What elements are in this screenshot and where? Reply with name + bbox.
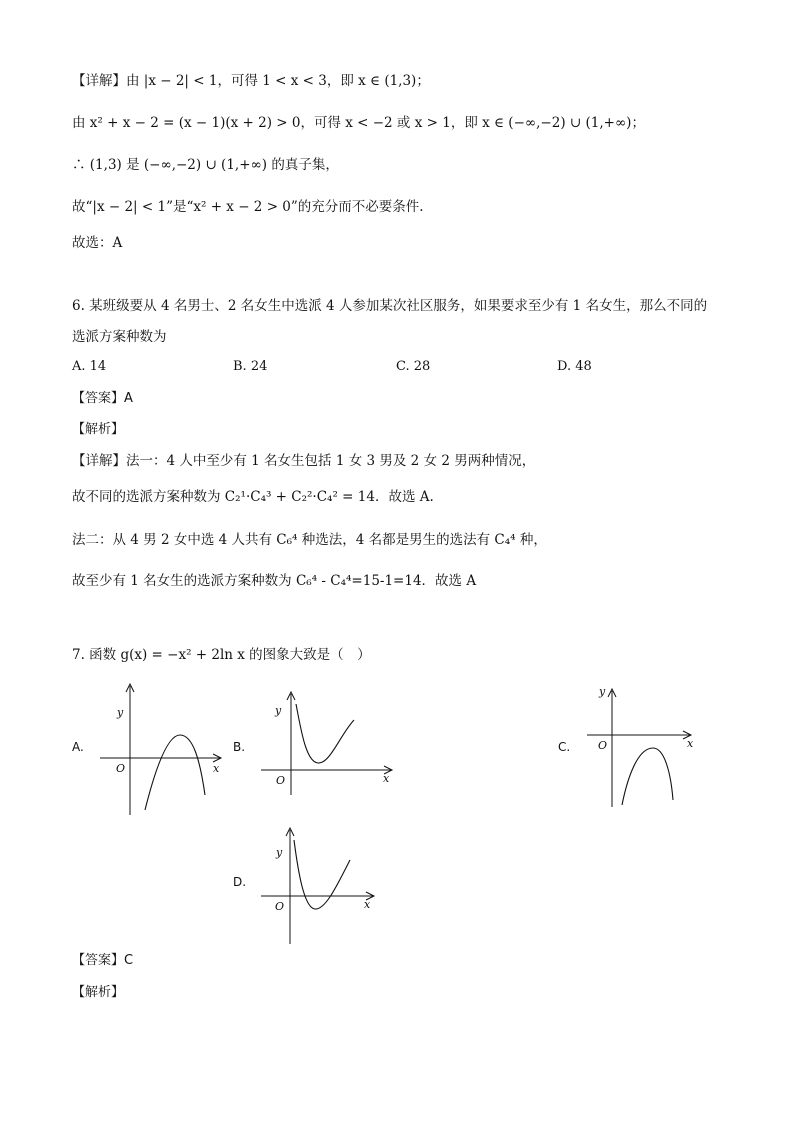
q7-label-a: A.	[72, 740, 84, 754]
q7-label-b: B.	[233, 740, 246, 754]
q6-stem-line2: 选派方案种数为	[72, 329, 167, 345]
q7-graph-a-y-label: y	[117, 706, 124, 719]
q7-graph-c-origin: O	[598, 739, 608, 752]
q6-detail-line4: 故至少有 1 名女生的选派方案种数为 C₆⁴ - C₄⁴=15-1=14．故选 A	[72, 573, 477, 589]
prev-answer-line: 故选：A	[72, 235, 123, 251]
q7-graph-d	[258, 826, 383, 946]
q7-graph-c-y-label: y	[599, 685, 606, 698]
q7-graph-c-x-label: x	[687, 737, 694, 750]
q7-answer: 【答案】C	[72, 953, 134, 968]
q7-stem: 7. 函数 g(x) = −x² + 2ln x 的图象大致是（ ）	[72, 647, 371, 663]
prev-detail-line2: 由 x² + x − 2 = (x − 1)(x + 2) > 0，可得 x < −2 或 x > 1，即 x ∈ (−∞,−2) ∪ (1,+∞)；	[72, 115, 645, 131]
q7-graph-d-y-label: y	[276, 846, 283, 859]
q6-option-a: A. 14	[72, 359, 107, 374]
q6-detail-line2: 故不同的选派方案种数为 C₂¹·C₄³ + C₂²·C₄² = 14．故选 A.	[72, 489, 434, 505]
q6-analysis-label: 【解析】	[72, 422, 125, 437]
q7-graph-b-y-label: y	[275, 704, 282, 717]
q6-detail-line3: 法二：从 4 男 2 女中选 4 人共有 C₆⁴ 种选法，4 名都是男生的选法有 C₄⁴ 种，	[72, 532, 547, 548]
q7-graph-a-x-label: x	[213, 762, 220, 775]
q6-option-d: D. 48	[557, 359, 592, 374]
q7-graph-d-origin: O	[275, 900, 285, 913]
q7-graph-a	[95, 680, 230, 820]
q7-graph-b-x-label: x	[383, 772, 390, 785]
q7-graph-b	[258, 690, 398, 800]
q6-detail-line1: 【详解】法一：4 人中至少有 1 名女生包括 1 女 3 男及 2 女 2 男两种情况，	[72, 453, 536, 469]
q6-answer: 【答案】A	[72, 391, 133, 406]
q7-graph-c	[585, 685, 700, 810]
q7-graph-b-origin: O	[276, 774, 286, 787]
q7-graph-a-origin: O	[116, 762, 126, 775]
q7-label-d: D.	[233, 875, 247, 889]
q7-label-c: C.	[558, 740, 571, 754]
prev-detail-line1: 【详解】由 |x − 2| < 1，可得 1 < x < 3，即 x ∈ (1,3)；	[72, 73, 430, 89]
q6-stem-line1: 6. 某班级要从 4 名男士、2 名女生中选派 4 人参加某次社区服务，如果要求至少有 1 名女生，那么不同的	[72, 298, 708, 314]
q7-graph-d-x-label: x	[364, 898, 371, 911]
prev-detail-line4: 故“|x − 2| < 1”是“x² + x − 2 > 0”的充分而不必要条件.	[72, 199, 424, 215]
q6-option-b: B. 24	[233, 359, 268, 374]
q6-option-c: C. 28	[396, 359, 431, 374]
q7-analysis-label: 【解析】	[72, 985, 125, 1000]
prev-detail-line3: ∴ (1,3) 是 (−∞,−2) ∪ (1,+∞) 的真子集，	[72, 157, 339, 173]
